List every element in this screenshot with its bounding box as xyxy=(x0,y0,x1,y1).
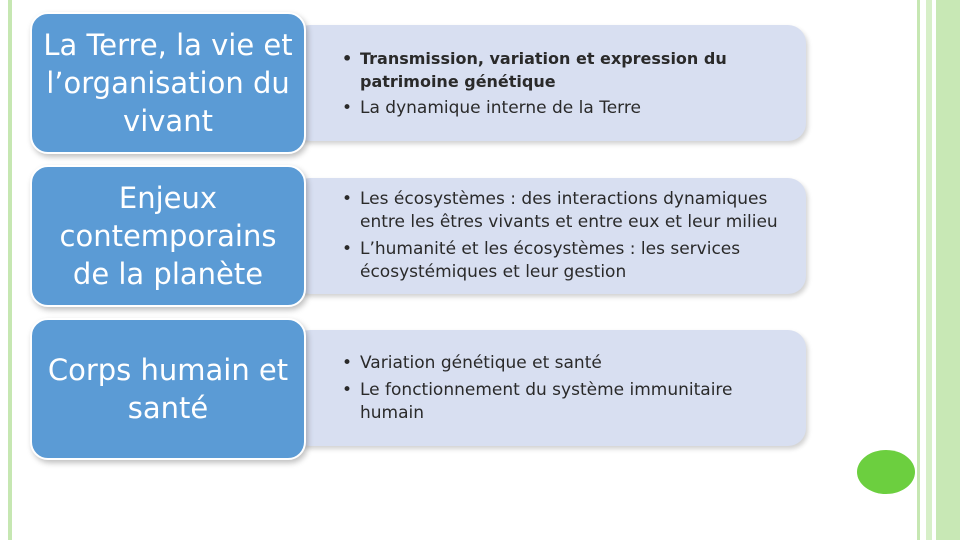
slide-border-right xyxy=(917,0,920,540)
slide-border-right xyxy=(926,0,932,540)
theme-title: Enjeux contemporains de la planète xyxy=(59,181,277,291)
theme-title: Corps humain et santé xyxy=(47,353,289,425)
theme-row-2 xyxy=(30,165,806,307)
theme-content-box xyxy=(292,330,806,446)
theme-content-box xyxy=(292,178,806,294)
theme-item: • Transmission, variation et expression du patrimoine génétique xyxy=(342,47,786,93)
theme-title-box xyxy=(30,318,306,460)
slide-border-right xyxy=(936,0,960,540)
green-dot-icon xyxy=(857,450,915,494)
theme-item-list xyxy=(342,188,786,284)
theme-item-list xyxy=(342,47,786,120)
theme-item: • Le fonctionnement du système immunitaire humain xyxy=(342,379,786,425)
theme-item-list xyxy=(342,352,786,425)
theme-item: • L’humanité et les écosystèmes : les services écosystémiques et leur gestion xyxy=(342,238,786,284)
theme-row-1 xyxy=(30,12,806,154)
theme-title-box xyxy=(30,12,306,154)
theme-title-box xyxy=(30,165,306,307)
theme-title: La Terre, la vie et l’organisation du vivant xyxy=(43,28,293,138)
theme-content-box xyxy=(292,25,806,141)
slide-border-left xyxy=(8,0,12,540)
theme-row-3 xyxy=(30,318,806,460)
theme-item: • Variation génétique et santé xyxy=(342,352,786,375)
theme-item: • La dynamique interne de la Terre xyxy=(342,97,786,120)
theme-item: • Les écosystèmes : des interactions dynamiques entre les êtres vivants et entre eux et leur milieu xyxy=(342,188,786,234)
